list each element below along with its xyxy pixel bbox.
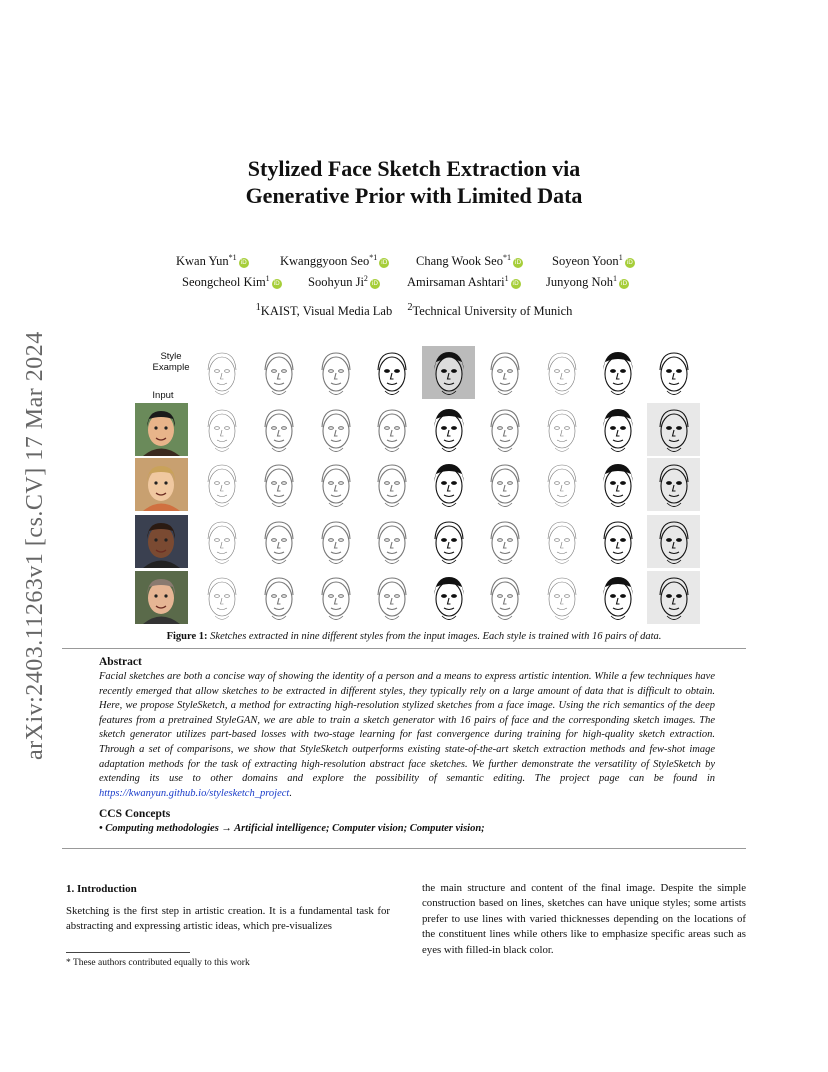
input-face-photo xyxy=(135,403,188,456)
author-name: Kwan Yun xyxy=(176,254,229,269)
style-example-sketch xyxy=(591,346,644,399)
title-line-1: Stylized Face Sketch Extraction via xyxy=(247,156,581,181)
extracted-sketch xyxy=(647,515,700,568)
author: Soohyun Ji$^2$iD xyxy=(308,274,379,290)
ccs-concepts: • Computing methodologies → Artificial intelligence; Computer vision; Computer vision; xyxy=(99,823,485,834)
footnote: * These authors contributed equally to this work xyxy=(66,958,250,968)
extracted-sketch xyxy=(478,403,531,456)
author-name: Chang Wook Seo xyxy=(416,254,503,269)
input-label: Input xyxy=(152,390,174,401)
style-example-sketch xyxy=(309,346,362,399)
author-name: Soohyun Ji xyxy=(308,275,364,290)
extracted-sketch xyxy=(309,571,362,624)
author: Amirsaman Ashtari$^1$iD xyxy=(407,274,519,290)
extracted-sketch xyxy=(647,403,700,456)
style-example-label: Style Example xyxy=(152,351,190,373)
extracted-sketch xyxy=(195,403,248,456)
style-example-sketch xyxy=(422,346,475,399)
intro-left-column: Sketching is the first step in artistic creation. It is a fundamental task for abstracting and expressing artistic ideas, which pre-visualizes xyxy=(66,905,390,933)
orcid-icon[interactable]: iD xyxy=(273,280,280,288)
affiliation: $^1$KAIST, Visual Media Lab xyxy=(255,302,393,319)
section-heading: 1. Introduction xyxy=(66,883,137,895)
orcid-icon[interactable]: iD xyxy=(512,280,519,288)
input-face-photo xyxy=(135,458,188,511)
extracted-sketch xyxy=(365,458,418,511)
affiliations xyxy=(0,302,828,319)
extracted-sketch xyxy=(252,458,305,511)
abstract-body: Facial sketches are both a concise way of showing the identity of a person and a means to express artistic intention. While a few techniques have recently emerged that allow sketches to be extracted in different styles, they typically rely on a large amount of data that is difficult to obtain. Here, we propose StyleSketch, a method for extracting high-resolution stylized sketches from a face image. Using the rich semantics of the deep features from a pretrained StyleGAN, we are able to train a sketch generator with 16 pairs of face and the corresponding sketch images. The sketch generator utilizes part-based losses with two-stage learning for fast convergence during training for high-quality sketch extraction. Through a set of comparisons, we show that StyleSketch outperforms existing state-of-the-art sketch extraction methods and few-shot image adaptation methods for the task of extracting high-resolution abstract face sketches. We further demonstrate the versatility of StyleSketch by extending its use to other domains and explore the possibility of semantic editing. The project page can be found in https://kwanyun.github.io/stylesketch_project. xyxy=(99,671,715,799)
author: Soyeon Yoon$^1$iD xyxy=(552,253,633,269)
style-example-sketch xyxy=(478,346,531,399)
arxiv-identifier: arXiv:2403.11263v1 [cs.CV] 17 Mar 2024 xyxy=(22,331,48,760)
style-example-sketch xyxy=(535,346,588,399)
extracted-sketch xyxy=(535,515,588,568)
author: Chang Wook Seo$^{*1}$iD xyxy=(416,253,522,269)
footnote-divider xyxy=(66,952,190,953)
extracted-sketch xyxy=(309,458,362,511)
orcid-icon[interactable]: iD xyxy=(620,280,628,288)
extracted-sketch xyxy=(591,571,644,624)
author-name: Soyeon Yoon xyxy=(552,254,619,269)
extracted-sketch xyxy=(252,515,305,568)
extracted-sketch xyxy=(365,515,418,568)
divider xyxy=(62,648,746,649)
orcid-icon[interactable]: iD xyxy=(371,280,379,288)
extracted-sketch xyxy=(535,571,588,624)
author-name: Amirsaman Ashtari xyxy=(407,275,505,290)
input-face-photo xyxy=(135,571,188,624)
style-example-sketch xyxy=(252,346,305,399)
project-link[interactable]: https://kwanyun.github.io/stylesketch_project xyxy=(99,787,290,799)
extracted-sketch xyxy=(535,458,588,511)
author: Junyong Noh$^1$iD xyxy=(546,274,628,290)
extracted-sketch xyxy=(422,571,475,624)
extracted-sketch xyxy=(252,571,305,624)
extracted-sketch xyxy=(365,571,418,624)
author-name: Kwanggyoon Seo xyxy=(280,254,370,269)
extracted-sketch xyxy=(591,458,644,511)
orcid-icon[interactable]: iD xyxy=(514,259,522,267)
orcid-icon[interactable]: iD xyxy=(381,259,388,267)
abstract-heading: Abstract xyxy=(99,656,142,668)
title-line-2: Generative Prior with Limited Data xyxy=(245,183,583,208)
extracted-sketch xyxy=(365,403,418,456)
extracted-sketch xyxy=(195,515,248,568)
extracted-sketch xyxy=(422,515,475,568)
extracted-sketch xyxy=(647,458,700,511)
extracted-sketch xyxy=(591,515,644,568)
style-example-sketch xyxy=(647,346,700,399)
extracted-sketch xyxy=(252,403,305,456)
extracted-sketch xyxy=(422,458,475,511)
figure-caption: Figure 1: Sketches extracted in nine different styles from the input images. Each style is trained with 16 pairs of data. xyxy=(166,631,662,642)
style-example-sketch xyxy=(365,346,418,399)
author: Kwanggyoon Seo$^{*1}$iD xyxy=(280,253,388,269)
extracted-sketch xyxy=(647,571,700,624)
author: Kwan Yun$^{*1}$iD xyxy=(176,253,247,269)
extracted-sketch xyxy=(422,403,475,456)
extracted-sketch xyxy=(478,458,531,511)
author-name: Junyong Noh xyxy=(546,275,614,290)
divider xyxy=(62,848,746,849)
ccs-heading: CCS Concepts xyxy=(99,808,171,820)
affiliation: $^2$Technical University of Munich xyxy=(407,302,573,319)
extracted-sketch xyxy=(591,403,644,456)
intro-right-column: the main structure and content of the final image. Despite the simple construction based on lines, sketches can have unique styles; some artists prefer to use lines with varied thicknesses depending on the locations of the constituent lines while others like to emphasize specific areas such as eyes with filled-in black color. xyxy=(422,882,746,956)
extracted-sketch xyxy=(309,515,362,568)
orcid-icon[interactable]: iD xyxy=(240,259,247,267)
extracted-sketch xyxy=(478,571,531,624)
author: Seongcheol Kim$^1$iD xyxy=(182,274,280,290)
extracted-sketch xyxy=(535,403,588,456)
extracted-sketch xyxy=(195,458,248,511)
extracted-sketch xyxy=(478,515,531,568)
orcid-icon[interactable]: iD xyxy=(626,259,633,267)
author-name: Seongcheol Kim xyxy=(182,275,266,290)
extracted-sketch xyxy=(309,403,362,456)
extracted-sketch xyxy=(195,571,248,624)
paper-title xyxy=(0,155,828,209)
input-face-photo xyxy=(135,515,188,568)
style-example-sketch xyxy=(195,346,248,399)
